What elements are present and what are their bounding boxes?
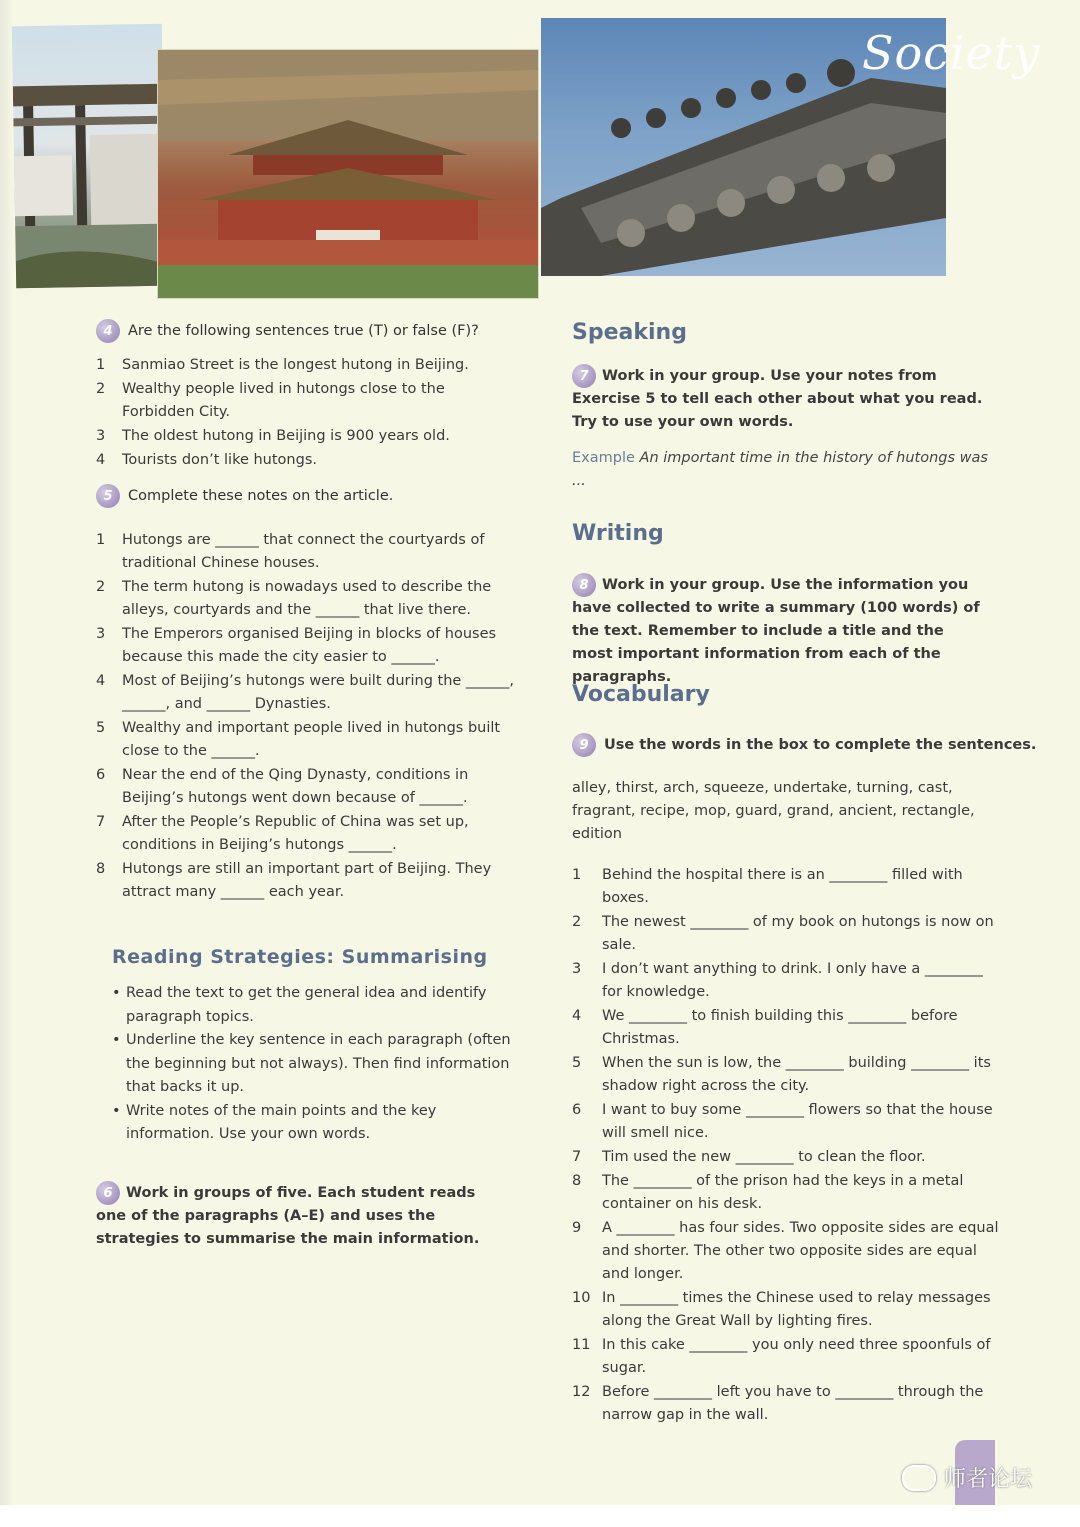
- reading-strategies-title: Reading Strategies: Summarising: [112, 946, 488, 968]
- list-item: 2 The term hutong is nowadays used to describe the alleys, courtyards and the ______ that live there.: [96, 579, 492, 618]
- exercise-6-badge: 6: [96, 1181, 120, 1205]
- list-item: 6 I want to buy some ________ flowers so that the house will smell nice.: [572, 1102, 993, 1141]
- exercise-5-badge: 5: [96, 484, 120, 508]
- speaking-example: [572, 447, 997, 493]
- exercise-7-badge: 7: [572, 364, 596, 388]
- reading-strategies-list: [112, 982, 512, 1147]
- wechat-icon: [902, 1465, 936, 1491]
- exercise-4-instruction: Are the following sentences true (T) or false (F)?: [128, 323, 479, 339]
- exercise-9-badge: 9: [572, 733, 596, 757]
- exercise-6: [96, 1181, 506, 1251]
- list-item: 7 After the People’s Republic of China was set up, conditions in Beijing’s hutongs ______.: [96, 814, 469, 853]
- list-item: 6 Near the end of the Qing Dynasty, conditions in Beijing’s hutongs went down because of ______.: [96, 767, 469, 806]
- exercise-5-list: [96, 529, 516, 905]
- list-item: 5 Wealthy and important people lived in hutongs built close to the ______.: [96, 720, 501, 759]
- strategy-item: • Read the text to get the general idea and identify paragraph topics.: [112, 982, 512, 1029]
- list-item: 8 Hutongs are still an important part of Beijing. They attract many ______ each year.: [96, 861, 492, 900]
- watermark: [902, 1462, 1032, 1493]
- list-item: 4 We ________ to finish building this ________ before Christmas.: [572, 1008, 958, 1047]
- list-item: 3 I don’t want anything to drink. I only have a ________ for knowledge.: [572, 961, 983, 1000]
- exercise-9-instruction: Use the words in the box to complete the sentences.: [604, 737, 1037, 753]
- list-item: 4 Tourists don’t like hutongs.: [96, 452, 317, 468]
- speaking-title: Speaking: [572, 320, 687, 345]
- exercise-7: [572, 364, 1002, 434]
- list-item: 2 The newest ________ of my book on hutongs is now on sale.: [572, 914, 994, 953]
- scan-edge: [0, 0, 14, 1527]
- exercise-8-badge: 8: [572, 573, 596, 597]
- list-item: 1 Sanmiao Street is the longest hutong in Beijing.: [96, 357, 469, 373]
- exercise-9-heading: [572, 733, 1036, 757]
- exercise-4-heading: [96, 319, 479, 343]
- example-text: An important time in the history of hutongs was ...: [572, 450, 988, 489]
- watermark-text: 师者论坛: [944, 1467, 1033, 1492]
- list-item: 2 Wealthy people lived in hutongs close to the Forbidden City.: [96, 381, 445, 420]
- section-header-label: Society: [862, 26, 1041, 80]
- exercise-9-list: [572, 864, 1002, 1428]
- forbidden-city-photo: [158, 50, 538, 298]
- list-item: 1 Hutongs are ______ that connect the courtyards of traditional Chinese houses.: [96, 532, 485, 571]
- writing-title: Writing: [572, 521, 664, 546]
- exercise-8-instruction: Work in your group. Use the information you have collected to write a summary (100 words) of the text. Remember to include a title and the most important information from each of the paragraphs.: [572, 577, 980, 685]
- list-item: 3 The Emperors organised Beijing in blocks of houses because this made the city easier to ______.: [96, 626, 497, 665]
- exercise-5-heading: [96, 484, 393, 508]
- list-item: 10 In ________ times the Chinese used to relay messages along the Great Wall by lighting fires.: [572, 1290, 991, 1329]
- exercise-6-instruction: Work in groups of five. Each student reads one of the paragraphs (A–E) and uses the strategies to summarise the main information.: [96, 1185, 480, 1247]
- list-item: 7 Tim used the new ________ to clean the floor.: [572, 1149, 926, 1165]
- list-item: 11 In this cake ________ you only need three spoonfuls of sugar.: [572, 1337, 991, 1376]
- exercise-7-instruction: Work in your group. Use your notes from Exercise 5 to tell each other about what you read. Try to use your own words.: [572, 368, 983, 430]
- word-box: alley, thirst, arch, squeeze, undertake, turning, cast, fragrant, recipe, mop, guard, grand, ancient, rectangle, edition: [572, 780, 975, 842]
- exercise-4-badge: 4: [96, 319, 120, 343]
- list-item: 5 When the sun is low, the ________ building ________ its shadow right across the city.: [572, 1055, 991, 1094]
- list-item: 4 Most of Beijing’s hutongs were built during the ______, ______, and ______ Dynasties.: [96, 673, 515, 712]
- strategy-item: • Write notes of the main points and the key information. Use your own words.: [112, 1100, 512, 1147]
- exercise-5-instruction: Complete these notes on the article.: [128, 488, 394, 504]
- exercise-8: [572, 573, 982, 689]
- list-item: 12 Before ________ left you have to ________ through the narrow gap in the wall.: [572, 1384, 984, 1423]
- list-item: 8 The ________ of the prison had the keys in a metal container on his desk.: [572, 1173, 964, 1212]
- vocabulary-title: Vocabulary: [572, 682, 710, 707]
- strategy-item: • Underline the key sentence in each paragraph (often the beginning but not always). Then find information that backs it up.: [112, 1029, 512, 1100]
- example-label: Example: [572, 450, 635, 466]
- list-item: 1 Behind the hospital there is an ________ filled with boxes.: [572, 867, 963, 906]
- bottom-margin: [0, 1505, 1080, 1527]
- list-item: 3 The oldest hutong in Beijing is 900 years old.: [96, 428, 450, 444]
- hutong-gate-photo: [12, 24, 167, 289]
- exercise-4-list: [96, 354, 516, 473]
- list-item: 9 A ________ has four sides. Two opposite sides are equal and shorter. The other two opposite sides are equal and longer.: [572, 1220, 999, 1282]
